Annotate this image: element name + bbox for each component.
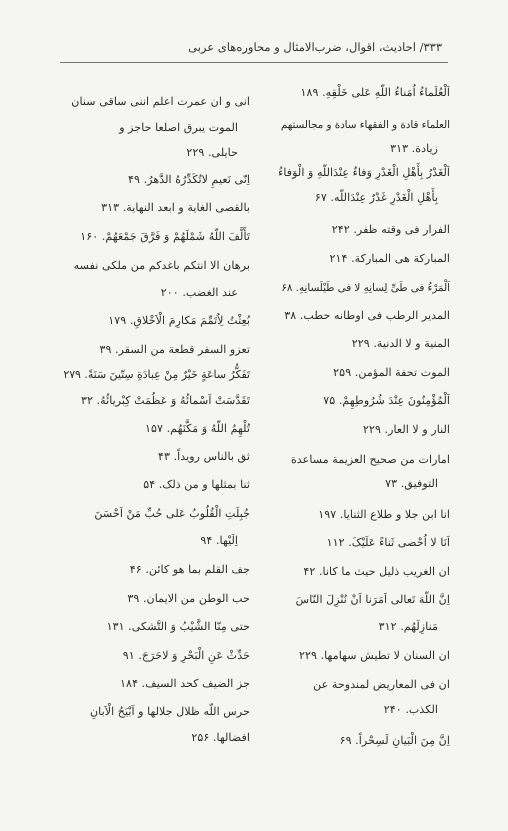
entry-line: اَلْعُلَماءُ اُمَناءُ اللّهِ عَلی خَلْقِهِ. ۱۸۹ [300,86,450,99]
entry-line: جُبِلَتِ الْقُلُوبُ عَلی حُبِّ مَنْ اَحْسَنَ [94,507,250,520]
entry-line: اَلْمَرْءُ فی طَیِّ لِسانِهِ لا فی طَیْلَسانِهِ. ۶۸ [281,282,450,294]
entry-line: حایلی. ۲۲۹ [186,146,238,159]
entry-line: اَلْمُؤْمِنُونَ عِنْدَ شُرُوطِهِمْ. ۷۵ [323,394,450,407]
entry-line: الفرار فی وقته ظفر. ۲۴۲ [331,223,450,236]
entry-line: تَفَکُّرُ ساعَةٍ خَیْرٌ مِنْ عِبادَةِ سِتّینَ سَنَةً. ۲۷۹ [63,368,250,381]
entry-line: تعزو السفر قطعة من السقر. ۳۹ [99,343,250,356]
entry-line: حتی مِنّا الشَّیْبُ وَ التَّشکی. ۱۳۱ [106,620,250,633]
entry-line: المبارکة هی المبارکة. ۲۱۴ [329,252,450,265]
entry-line: الموت یبرق اصلعا حاجز و [119,121,238,134]
entry-line: التوفیق. ۷۳ [385,477,438,490]
entry-line: جز الضیف کحد السیف. ۱۸۴ [120,677,250,690]
entry-line: المدیر الرطب فی اوطانه حطب. ۳۸ [284,309,450,322]
entry-line: انی و ان عمرت اعلم اننی ساقی سنان [71,95,250,108]
entry-line: اِنَّ اللّهَ تَعالی اَمَرَنا اَنْ نُنْزِلَ النّاسَ [295,593,450,606]
entry-line: تُلْهِمُ اللّهُ وَ مَکَّنَهُم. ۱۵۷ [144,422,250,435]
entry-line: جف القلم بما هو کائن. ۴۶ [129,563,250,576]
entry-line: تَأَلَّفَ اللّهُ شَمْلَهُمْ وَ فَرَّقَ جَمْعَهُمْ. ۱۶۰ [80,230,250,243]
entry-line: اَنَا لا اُحْصی ثَناءً عَلَیْکَ. ۱۱۲ [326,536,450,549]
entry-line: ثنا بمثلها و من ذلک. ۵۴ [143,478,250,491]
entry-line: تَقَدَّسَتْ اَسْمائُهُ وَ عَظُمَتْ کِبْریائُهُ. ۳۲ [80,394,250,407]
header-rule [60,62,448,63]
entry-line: افضالها. ۲۵۶ [191,731,250,744]
entry-line: بُعِثْتُ لِاُتَمِّمَ مَکارِمَ الْاَخْلاقِ. ۱۷۹ [108,314,250,327]
entry-line: بِأَهْلِ الْغَدْرِ غَدْرٌ عِنْدَاللّه. ۶۷ [314,191,438,204]
entry-line: مَنازِلَهُم. ۳۱۲ [378,620,438,633]
entry-line: اِلَیْها. ۹۴ [200,534,238,547]
entry-line: حرس اللّه ظلال جلالها و اَبْیَحُ الْاَبانِ [89,705,250,718]
entry-line: حَدِّثْ عَنِ الْبَحْرِ وَ لاحَرَجَ. ۹۱ [122,649,250,662]
entry-line: اِنّی نَعیمِ لاتُکَدِّرُهُ الدَّهرُ. ۴۹ [128,173,250,186]
entry-line: ثق بالناس رویداً. ۴۳ [158,450,250,463]
entry-line: عند الغضب. ۲۰۰ [160,286,238,299]
entry-line: حب الوطن من الایمان. ۳۹ [127,592,250,605]
entry-line: الکذب. ۲۴۰ [383,703,438,716]
entry-line: انا ابن جلا و طلاع الثنایا. ۱۹۷ [318,508,450,521]
entry-line: الموت تحفة المؤمن. ۲۵۹ [333,366,450,379]
entry-line: المنیة و لا الدنیة. ۲۲۹ [351,337,450,350]
entry-line: ان السنان لا تطیش سهامها. ۲۲۹ [299,649,450,662]
running-header: ۳۳۳/ احادیث، اقوال، ضرب‌الامثال و محاوره‌های عربی [188,40,442,54]
entry-line: اِنَّ مِنَ الْبَیانِ لَسِحْراً. ۶۹ [339,734,450,747]
entry-line: زیادة. ۳۱۳ [390,142,438,155]
entry-line: بالقصی الغایة و ابعد النهایة. ۳۱۳ [101,201,250,214]
entry-line: ان فی المعاریض لمندوحة عن [313,678,450,691]
entry-line: العلماء قادة و الفقهاء سادة و مجالستهم [280,119,450,131]
entry-line: امارات من صحیح العزیمة مساعدة [290,453,450,466]
entry-line: برهان الا انتکم باغدکم من ملکی نفسه [73,259,250,272]
entry-line: اَلْغَدْرُ بِأَهْلِ الْغَدْرِ وَفاءٌ عِنْدَاللّهِ وَ الْوَفاءُ [278,166,450,179]
entry-line: النار و لا العار. ۲۲۹ [362,423,450,436]
entry-line: ان الغریب ذلیل حیث ما کانا. ۴۲ [303,565,450,578]
